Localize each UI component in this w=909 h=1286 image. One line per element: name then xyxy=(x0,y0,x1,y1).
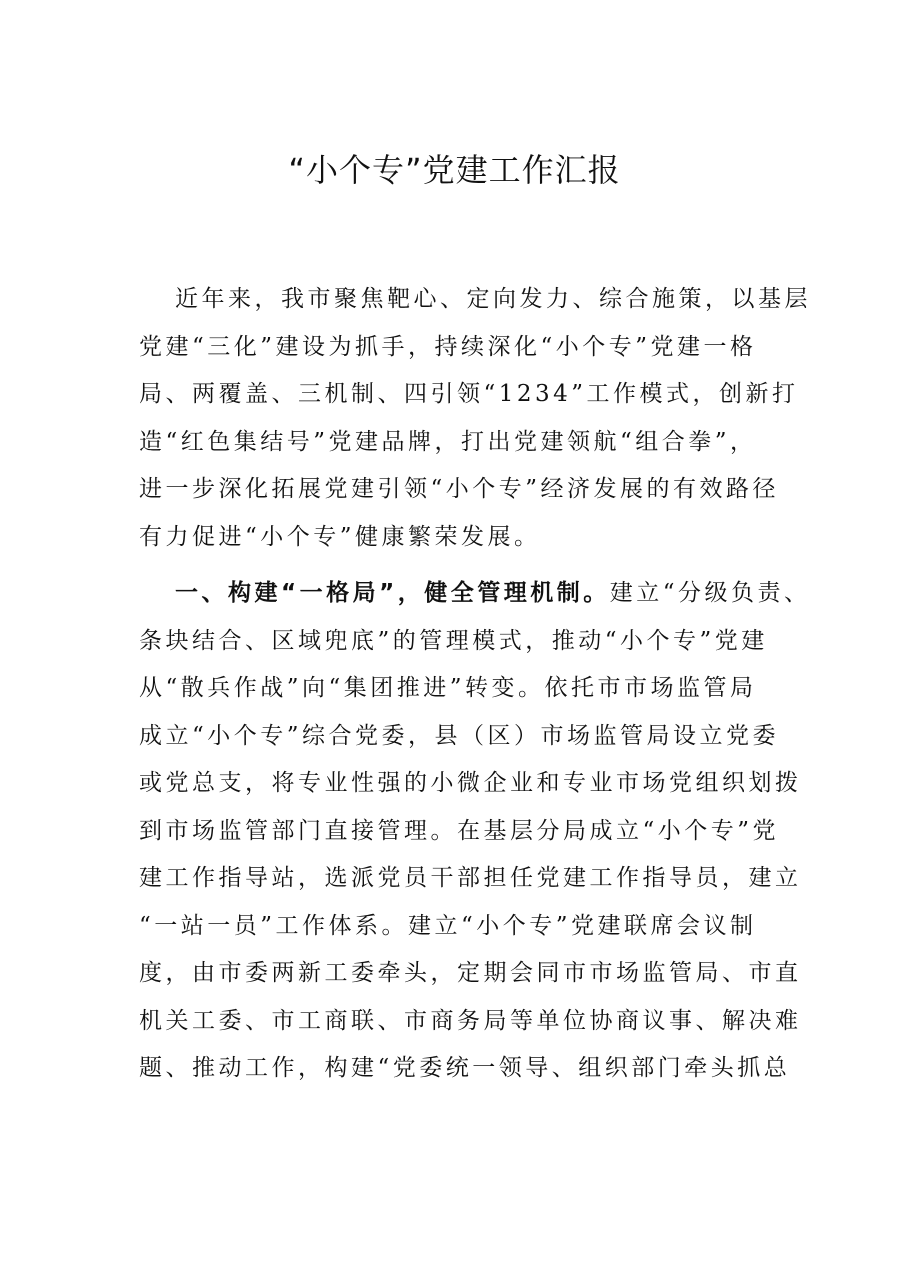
section-heading: 一、构建“一格局”，健全管理机制。 xyxy=(175,580,610,606)
paragraph-line: 从“散兵作战”向“集团推进”转变。依托市市场监管局 xyxy=(139,675,757,701)
paragraph-line: 机关工委、市工商联、市商务局等单位协商议事、解决难 xyxy=(139,1007,802,1034)
intro-paragraph xyxy=(139,276,811,561)
section-first-line xyxy=(139,570,811,618)
paragraph-line: 有力促进“小个专”健康繁荣发展。 xyxy=(139,523,541,550)
paragraph-line: 到市场监管部门直接管理。在基层分局成立“小个专”党 xyxy=(139,817,780,844)
paragraph-line: 成立“小个专”综合党委，县（区）市场监管局设立党委 xyxy=(139,722,780,749)
paragraph-line: 近年来，我市聚焦靶心、定向发力、综合施策，以基层 xyxy=(175,286,811,312)
section-one-paragraph xyxy=(139,570,811,1093)
paragraph-line: 局、两覆盖、三机制、四引领“1234”工作模式，创新打 xyxy=(139,381,799,407)
paragraph-line: 建工作指导站，选派党员干部担任党建工作指导员，建立 xyxy=(139,865,802,891)
paragraph-line: 度，由市委两新工委牵头，定期会同市市场监管局、市直 xyxy=(139,960,802,986)
paragraph-line: 条块结合、区域兜底”的管理模式，推动“小个专”党建 xyxy=(139,627,768,654)
document-title: “小个专”党建工作汇报 xyxy=(288,151,621,189)
paragraph-line: 题、推动工作，构建“党委统一领导、组织部门牵头抓总 xyxy=(139,1055,791,1081)
paragraph-line: “一站一员”工作体系。建立“小个专”党建联席会议制 xyxy=(139,912,757,939)
paragraph-line: 进一步深化拓展党建引领“小个专”经济发展的有效路径 xyxy=(139,476,780,502)
paragraph-line: 党建“三化”建设为抓手，持续深化“小个专”党建一格 xyxy=(139,333,757,360)
section-first-line-rest: 建立“分级负责、 xyxy=(609,580,811,606)
paragraph-line: 或党总支，将专业性强的小微企业和专业市场党组织划拨 xyxy=(139,770,802,796)
paragraph-line: 造“红色集结号”党建品牌，打出党建领航“组合拳”， xyxy=(139,428,757,455)
